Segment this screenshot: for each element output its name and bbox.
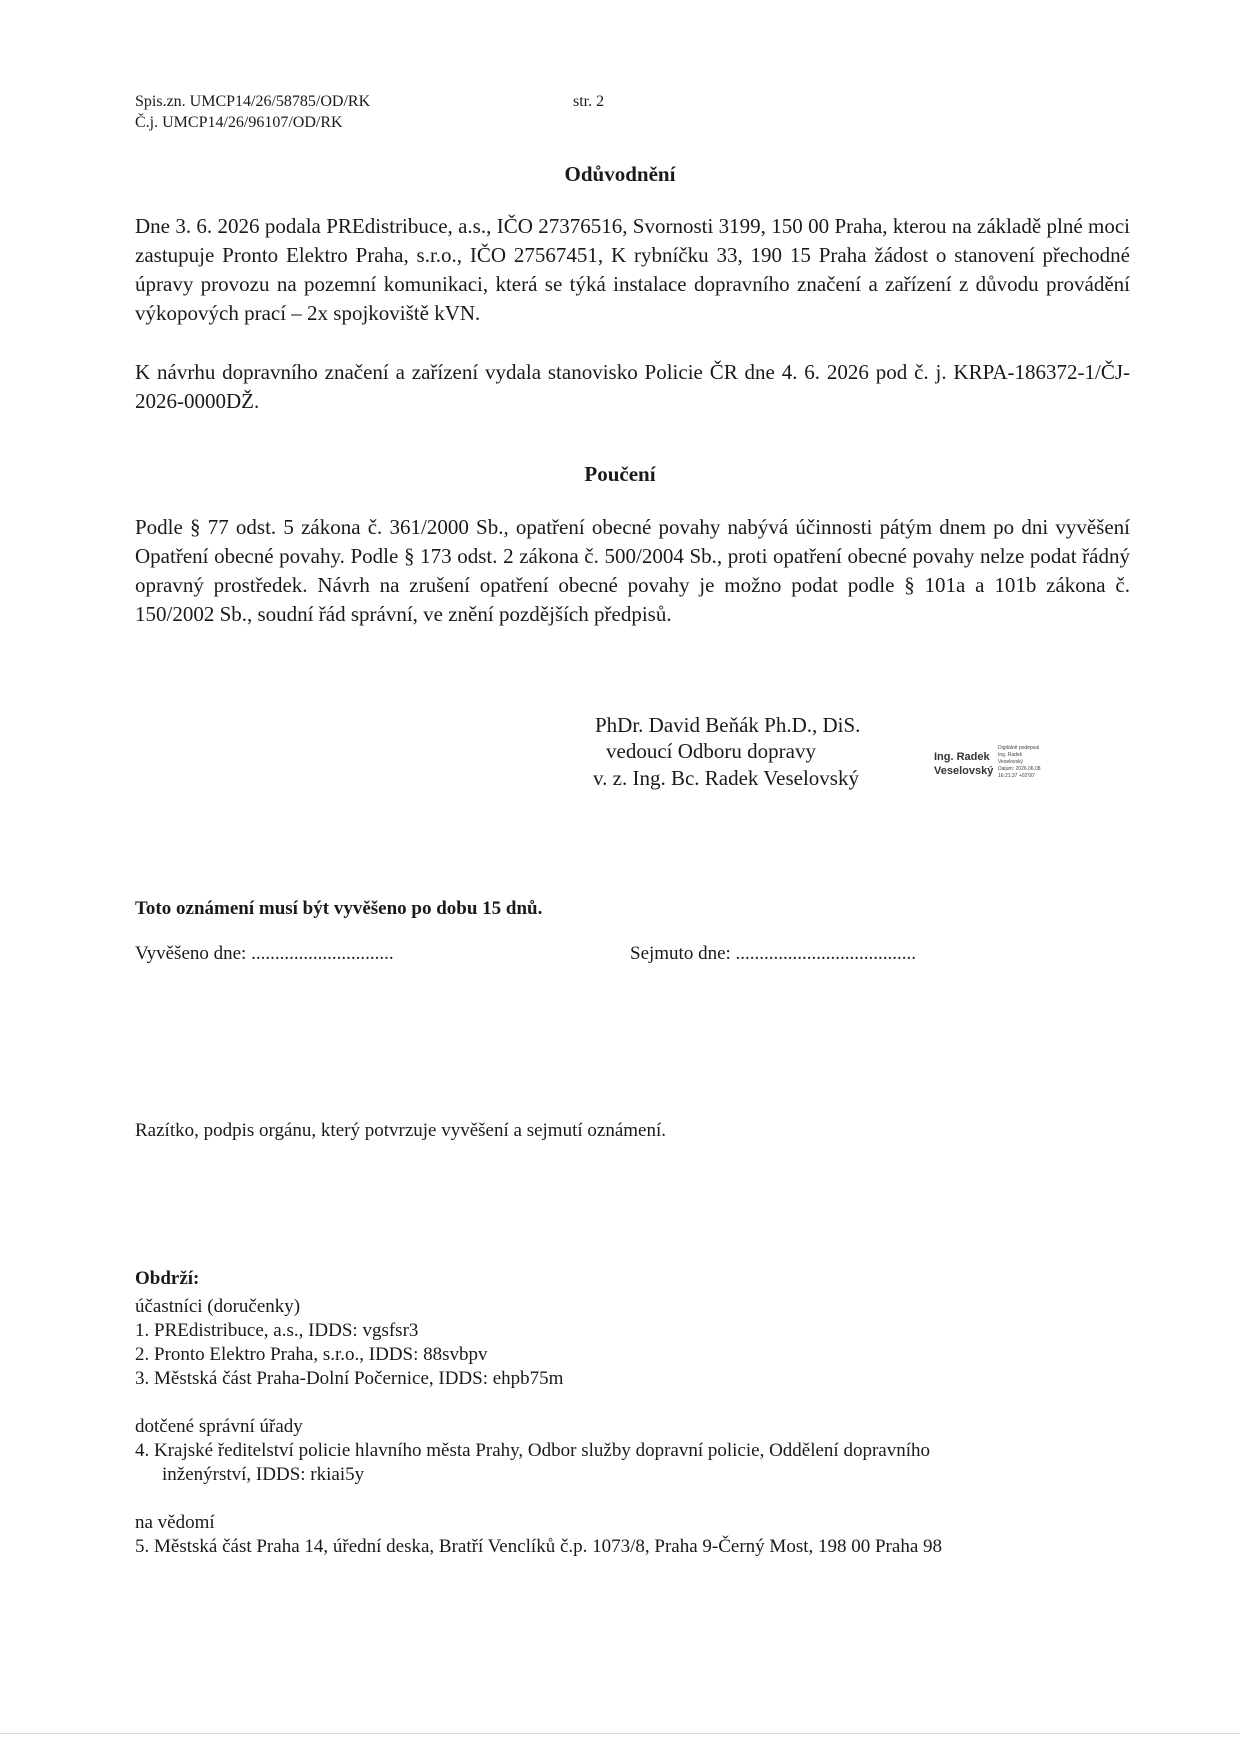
list-item-continuation: inženýrství, IDDS: rkiai5y [162,1464,365,1485]
digital-signature-detail-4: Datum: 2026.06.08 [998,766,1041,772]
list-item: 4. Krajské ředitelství policie hlavního města Prahy, Odbor služby dopravní policie, Oddělení dopravního [135,1440,931,1461]
signatory-role: vedoucí Odboru dopravy [606,739,816,763]
recipients-group-participants: účastníci (doručenky) [135,1296,301,1317]
digital-signature [934,745,1064,781]
case-number: Č.j. UMCP14/26/96107/OD/RK [135,114,343,131]
recipients-group-for-information: na vědomí [135,1512,215,1533]
posted-date-field: Vyvěšeno dne: .............................. [135,943,394,964]
paragraph-instructions: Podle § 77 odst. 5 zákona č. 361/2000 Sb., opatření obecné povahy nabývá účinnosti pátým dnem po dni vyvěšení Opatření obecné povahy. Podle § 173 odst. 2 zákona č. 500/2004 Sb., proti opatření obecné povahy nelze podat řádný opravný prostředek. Návrh na zrušení opatření obecné povahy je možno podat podle § 101a a 101b zákona č. 150/2002 Sb., soudní řád správní, ve znění pozdějších předpisů. [135,515,1130,626]
list-item: 2. Pronto Elektro Praha, s.r.o., IDDS: 88svbpv [135,1344,488,1365]
digital-signature-detail-5: 16:21:37 +02'00' [998,773,1035,779]
page-number: str. 2 [573,93,605,110]
removed-date-field: Sejmuto dne: ...................................... [630,943,917,964]
digital-signature-detail-1: Digitálně podepsal [998,745,1040,751]
list-item: 3. Městská část Praha-Dolní Počernice, IDDS: ehpb75m [135,1368,564,1389]
digital-signature-detail-2: Ing. Radek [998,752,1023,758]
posting-period-notice: Toto oznámení musí být vyvěšeno po dobu 15 dnů. [135,898,543,919]
digital-signature-detail-3: Veselovský [998,759,1024,765]
digital-signature-name-1: Ing. Radek [934,751,990,763]
recipients-group-authorities: dotčené správní úřady [135,1416,303,1437]
stamp-signature-line: Razítko, podpis orgánu, který potvrzuje vyvěšení a sejmutí oznámení. [135,1120,666,1141]
paragraph-request: Dne 3. 6. 2026 podala PREdistribuce, a.s., IČO 27376516, Svornosti 3199, 150 00 Praha, kterou na základě plné moci zastupuje Pronto Elektro Praha, s.r.o., IČO 27567451, K rybníčku 33, 190 15 Praha žádost o stanovení přechodné úpravy provozu na pozemní komunikaci, která se týká instalace dopravního značení a zařízení z důvodu provádění výkopových prací – 2x spojkoviště kVN. [135,214,1130,325]
signatory-on-behalf: v. z. Ing. Bc. Radek Veselovský [593,766,859,790]
signatory-name: PhDr. David Beňák Ph.D., DiS. [595,713,861,737]
list-item: 5. Městská část Praha 14, úřední deska, Bratří Venclíků č.p. 1073/8, Praha 9-Černý Most, 198 00 Praha 98 [135,1536,942,1557]
paragraph-police-opinion: K návrhu dopravního značení a zařízení vydala stanovisko Policie ČR dne 4. 6. 2026 pod č. j. KRPA-186372-1/ČJ-2026-0000DŽ. [135,360,1130,413]
recipients-title: Obdrží: [135,1268,200,1289]
page-bottom-rule [0,1733,1240,1734]
file-reference: Spis.zn. UMCP14/26/58785/OD/RK [135,93,371,110]
section-title-pouceni: Poučení [584,462,656,486]
list-item: 1. PREdistribuce, a.s., IDDS: vgsfsr3 [135,1320,419,1341]
section-title-oduvodneni: Odůvodnění [564,162,676,186]
recipients-section [135,1267,1130,1559]
digital-signature-name-2: Veselovský [934,765,994,777]
